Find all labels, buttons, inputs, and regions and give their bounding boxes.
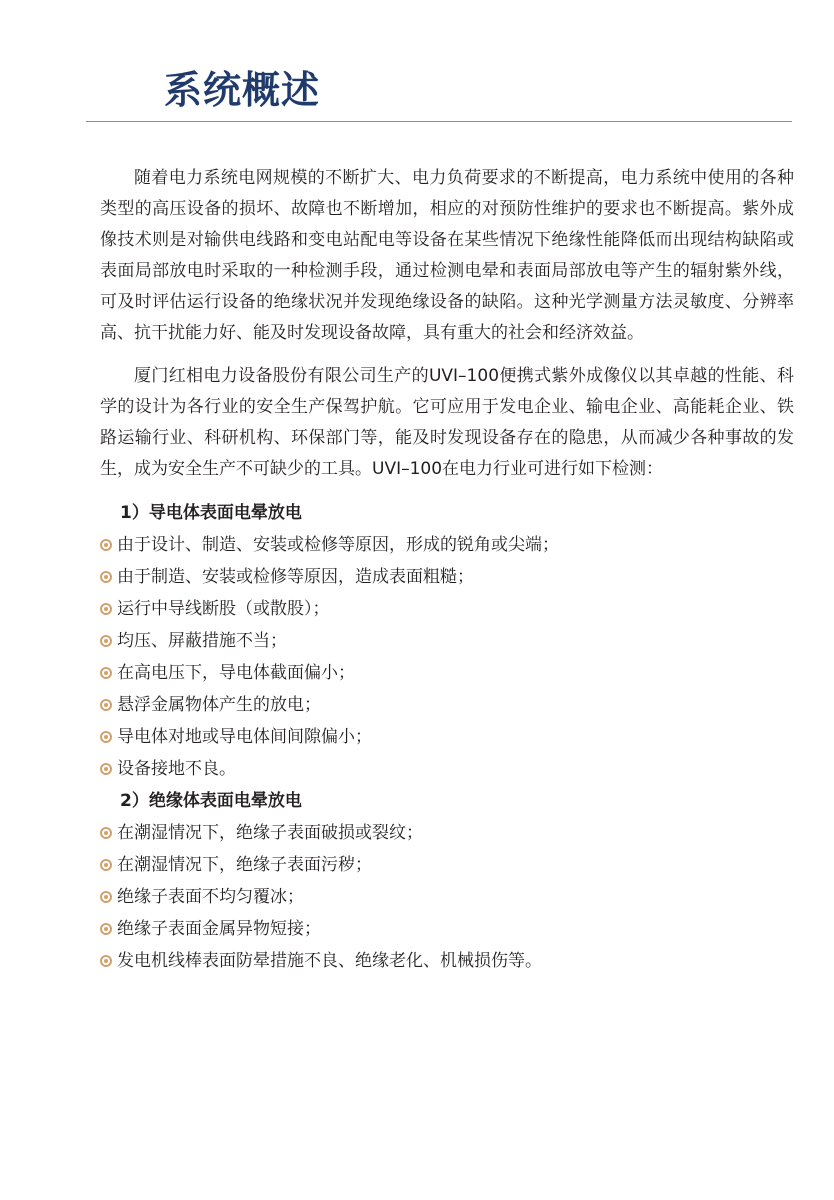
list-item (100, 721, 794, 753)
bullet-list (100, 817, 794, 977)
list-item (100, 593, 794, 625)
double-circle-icon (100, 699, 112, 711)
list-item (100, 817, 794, 849)
double-circle-icon (100, 955, 112, 967)
list-item-text: 在潮湿情况下，绝缘子表面污秽； (117, 855, 372, 875)
double-circle-icon (100, 763, 112, 775)
intro-paragraph-2: 厦门红相电力设备股份有限公司生产的UVI–100便携式紫外成像仪以其卓越的性能、科学的设计为各行业的安全生产保驾护航。它可应用于发电企业、输电企业、高能耗企业、铁路运输行业、科研机构、环保部门等，能及时发现设备存在的隐患，从而减少各种事故的发生，成为安全生产不可缺少的工具。UVI–100在电力行业可进行如下检测： (100, 366, 794, 479)
list-item-text: 设备接地不良。 (117, 759, 236, 779)
list-item (100, 529, 794, 561)
list-item-text: 运行中导线断股（或散股）； (117, 599, 330, 619)
list-item-text: 绝缘子表面金属异物短接； (117, 919, 321, 939)
double-circle-icon (100, 731, 112, 743)
list-item-text: 导电体对地或导电体间间隙偏小； (117, 727, 372, 747)
list-item (100, 689, 794, 721)
section-conductor-corona (100, 497, 794, 785)
list-item-text: 绝缘子表面不均匀覆冰； (117, 887, 304, 907)
list-item (100, 561, 794, 593)
list-item-text: 在潮湿情况下，绝缘子表面破损或裂纹； (117, 823, 423, 843)
list-item-text: 均压、屏蔽措施不当； (117, 631, 287, 651)
double-circle-icon (100, 891, 112, 903)
double-circle-icon (100, 571, 112, 583)
list-item-text: 由于设计、制造、安装或检修等原因，形成的锐角或尖端； (117, 535, 559, 555)
list-item (100, 945, 794, 977)
title-divider (86, 121, 792, 122)
list-item (100, 657, 794, 689)
list-item (100, 913, 794, 945)
list-item-text: 由于制造、安装或检修等原因，造成表面粗糙； (117, 567, 474, 587)
document-body (100, 163, 794, 977)
double-circle-icon (100, 827, 112, 839)
intro-paragraph-1: 随着电力系统电网规模的不断扩大、电力负荷要求的不断提高，电力系统中使用的各种类型的高压设备的损坏、故障也不断增加，相应的对预防性维护的要求也不断提高。紫外成像技术则是对输供电线路和变电站配电等设备在某些情况下绝缘性能降低而出现结构缺陷或表面局部放电时采取的一种检测手段，通过检测电晕和表面局部放电等产生的辐射紫外线，可及时评估运行设备的绝缘状况并发现绝缘设备的缺陷。这种光学测量方法灵敏度、分辨率高、抗干扰能力好、能及时发现设备故障，具有重大的社会和经济效益。 (100, 168, 794, 343)
list-item-text: 在高电压下，导电体截面偏小； (117, 663, 355, 683)
list-item (100, 881, 794, 913)
double-circle-icon (100, 923, 112, 935)
list-item (100, 849, 794, 881)
double-circle-icon (100, 539, 112, 551)
list-item (100, 625, 794, 657)
double-circle-icon (100, 667, 112, 679)
list-item (100, 753, 794, 785)
section-heading: 1）导电体表面电晕放电 (120, 503, 302, 523)
section-insulator-corona (100, 785, 794, 977)
list-item-text: 发电机线棒表面防晕措施不良、绝缘老化、机械损伤等。 (117, 951, 542, 971)
bullet-list (100, 529, 794, 785)
page-title: 系统概述 (164, 68, 321, 112)
double-circle-icon (100, 859, 112, 871)
double-circle-icon (100, 635, 112, 647)
list-item-text: 悬浮金属物体产生的放电； (117, 695, 321, 715)
double-circle-icon (100, 603, 112, 615)
section-heading: 2）绝缘体表面电晕放电 (120, 791, 302, 811)
